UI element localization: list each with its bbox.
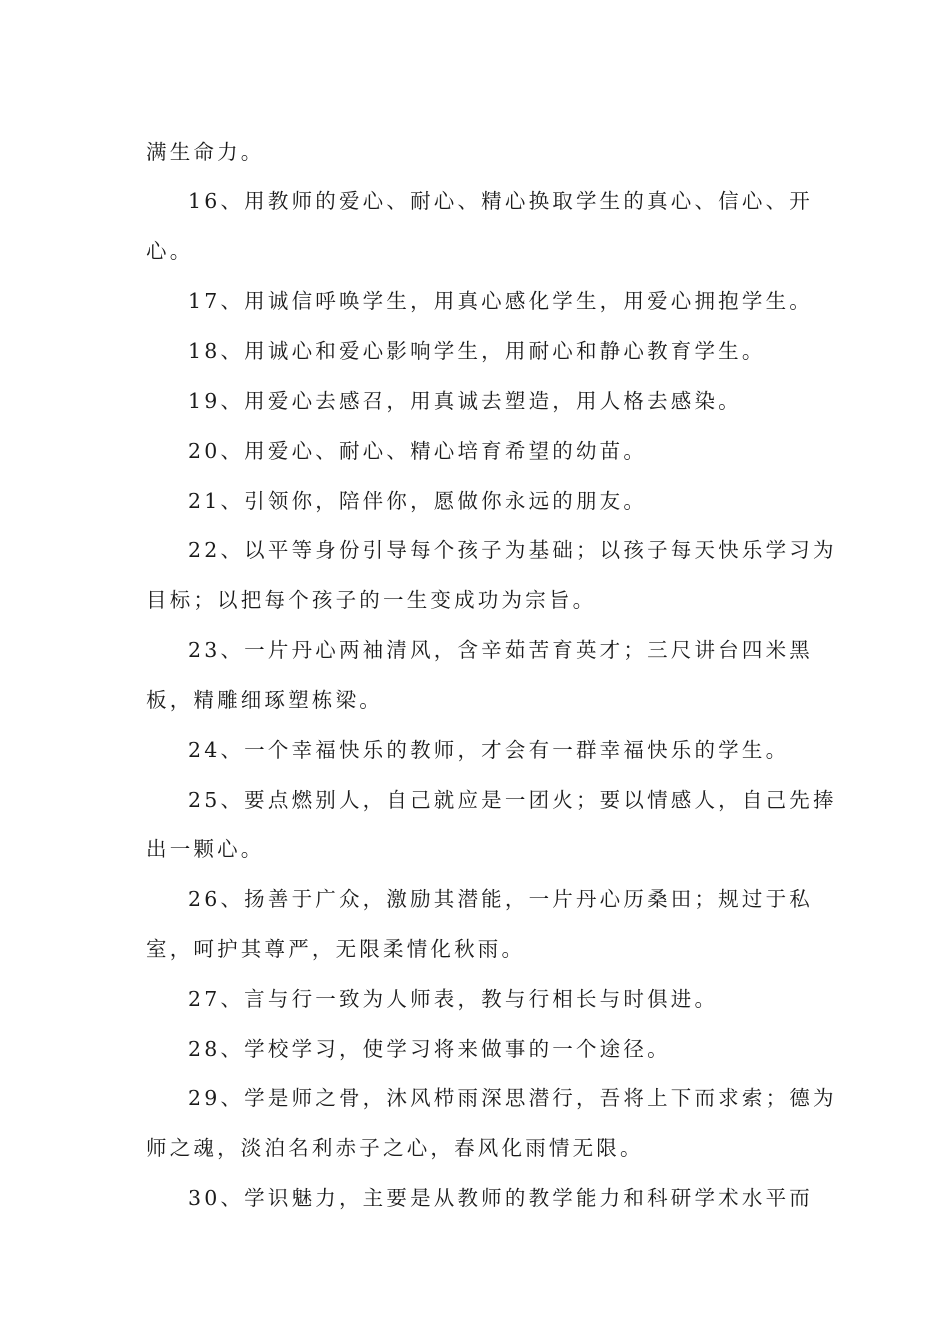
text-line-22: 30、学识魅力，主要是从教师的教学能力和科研学术水平而 (188, 1186, 813, 1210)
text-line-4: 17、用诚信呼唤学生，用真心感化学生，用爱心拥抱学生。 (188, 289, 813, 313)
text-line-14: 25、要点燃别人，自己就应是一团火；要以情感人，自己先捧 (188, 788, 837, 812)
text-line-15: 出一颗心。 (146, 837, 265, 861)
text-line-7: 20、用爱心、耐心、精心培育希望的幼苗。 (188, 439, 648, 463)
text-line-6: 19、用爱心去感召，用真诚去塑造，用人格去感染。 (188, 389, 742, 413)
text-line-19: 28、学校学习，使学习将来做事的一个途径。 (188, 1037, 671, 1061)
text-line-9: 22、以平等身份引导每个孩子为基础；以孩子每天快乐学习为 (188, 538, 837, 562)
text-line-11: 23、一片丹心两袖清风，含辛茹苦育英才；三尺讲台四米黑 (188, 638, 813, 662)
text-line-18: 27、言与行一致为人师表，教与行相长与时俱进。 (188, 987, 719, 1011)
text-line-21: 师之魂，淡泊名利赤子之心，春风化雨情无限。 (146, 1136, 644, 1160)
text-line-2: 16、用教师的爱心、耐心、精心换取学生的真心、信心、开 (188, 189, 813, 213)
text-line-8: 21、引领你，陪伴你，愿做你永远的朋友。 (188, 489, 648, 513)
text-line-5: 18、用诚心和爱心影响学生，用耐心和静心教育学生。 (188, 339, 766, 363)
text-line-12: 板，精雕细琢塑栋梁。 (146, 688, 383, 712)
text-line-16: 26、扬善于广众，激励其潜能，一片丹心历桑田；规过于私 (188, 887, 813, 911)
text-line-1: 满生命力。 (146, 140, 265, 164)
text-line-17: 室，呵护其尊严，无限柔情化秋雨。 (146, 937, 526, 961)
text-line-20: 29、学是师之骨，沐风栉雨深思潜行，吾将上下而求索；德为 (188, 1086, 837, 1110)
text-line-3: 心。 (146, 239, 194, 263)
text-line-10: 目标；以把每个孩子的一生变成功为宗旨。 (146, 588, 597, 612)
text-line-13: 24、一个幸福快乐的教师，才会有一群幸福快乐的学生。 (188, 738, 790, 762)
